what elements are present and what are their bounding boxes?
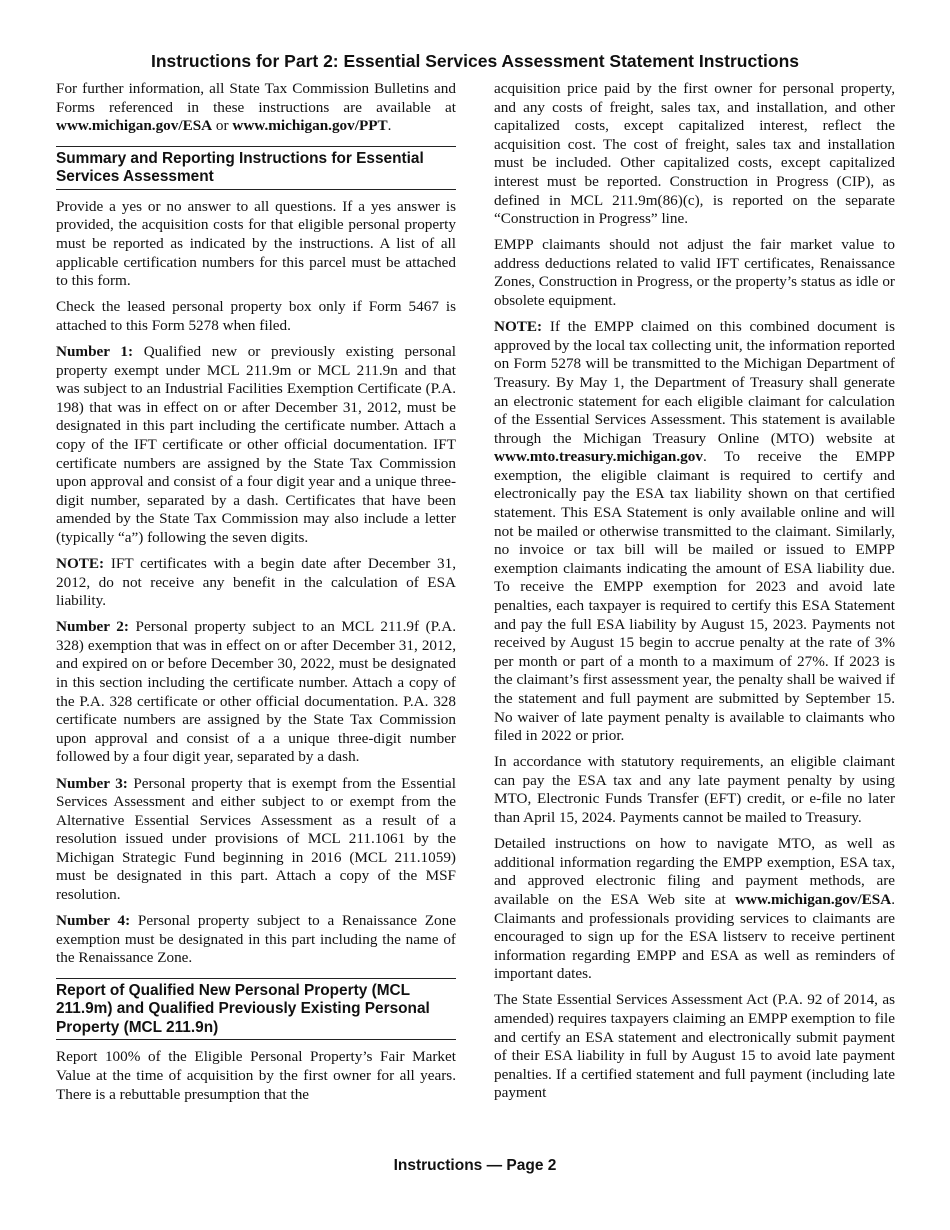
act-paragraph: The State Essential Services Assessment Act (P.A. 92 of 2014, as amended) requires taxpayers claiming an EMPP exemption to file and certify an ESA statement and electronically submit payment of their ESA liability in full by August 15 to avoid late payment penalties. If a certified statement and full payment (including late payment xyxy=(494,991,895,1102)
detailed-text-a: Detailed instructions on how to navigate MTO, as well as additional information regarding the EMPP exemption, ESA tax, and approved electronic filing and payment methods, are available on the ESA Web site at xyxy=(494,835,895,908)
acquisition-paragraph: acquisition price paid by the first owner for personal property, and any costs of freight, sales tax, and installation, and other capitalized costs, except capitalized interest, reflect the acquisition cost. The cost of freight, sales tax and installation must be included. Other capitalized costs, except capitalized interest must be reported. Construction in Progress (CIP), as defined in MCL 211.9m(86)(c), is reported on the separate “Construction in Progress” line. xyxy=(494,80,895,228)
number-4-paragraph xyxy=(56,912,456,968)
number-2-text: Personal property subject to an MCL 211.9f (P.A. 328) exemption that was in effect on or after December 31, 2012, and expired on or before December 30, 2022, must be designated in this section including the certificate number. Attach a copy of the P.A. 328 certificate or other official documentation. P.A. 328 certificate numbers are assigned by the State Tax Commission upon approval and consist of a a unique three-digit number followed by a four digit year, separated by a dash. xyxy=(56,618,456,766)
ppt-link[interactable]: www.michigan.gov/PPT xyxy=(232,117,388,135)
page-title: Instructions for Part 2: Essential Services Assessment Statement Instructions xyxy=(150,51,800,71)
accordance-paragraph: In accordance with statutory requirements, an eligible claimant can pay the ESA tax and any late payment penalty by using MTO, Electronic Funds Transfer (EFT) credit, or e-file no later than April 15, 2024. Payments cannot be mailed to Treasury. xyxy=(494,753,895,827)
yes-no-paragraph: Provide a yes or no answer to all questions. If a yes answer is provided, the acquisition costs for that eligible personal property must be reported as indicated by the instructions. A list of all applicable certification numbers for this parcel must be attached to this form. xyxy=(56,197,456,290)
intro-paragraph xyxy=(56,80,456,136)
detailed-paragraph xyxy=(494,835,895,984)
summary-section-heading: Summary and Reporting Instructions for Essential Services Assessment xyxy=(56,146,456,190)
intro-end: . xyxy=(387,117,392,135)
number-2-label: Number 2: xyxy=(56,618,129,636)
leased-paragraph: Check the leased personal property box only if Form 5467 is attached to this Form 5278 when filed. xyxy=(56,298,456,334)
note-ift-label: NOTE: xyxy=(56,554,105,572)
right-column xyxy=(494,80,895,1110)
intro-or: or xyxy=(212,117,233,135)
note-empp-label: NOTE: xyxy=(494,318,543,336)
detailed-text-b: . Claimants and professionals providing services to claimants are encouraged to sign up for the ESA listserv to receive pertinent information regarding EMPP and ESA as well as reminders of important dates. xyxy=(494,890,895,983)
number-1-text: Qualified new or previously existing personal property exempt under MCL 211.9m or MCL 211.9n and that was subject to an Industrial Facilities Exemption Certificate (P.A. 198) that was in effect on or after December 31, 2012, must be designated in this part including the certificate number. Attach a copy of the IFT certificate or other official documentation. IFT certificate numbers are assigned by the State Tax Commission upon approval and consist of a four digit year and a unique three-digit number, separated by a dash. Certificates that have been amended by the State Tax Commission may also include a letter (typically “a”) following the seven digits. xyxy=(56,342,457,546)
note-empp-text-b: . To receive the EMPP exemption, the eligible claimant is required to certify and electronically pay the ESA tax liability shown on that certified statement. This ESA Statement is only available online and will not be mailed or otherwise transmitted to the claimant. Similarly, no invoice or tax bill will be mailed or issued to EMPP exemption claimants indicating the amount of ESA liability due. To receive the EMPP exemption for 2023 and avoid late penalties, each taxpayer is required to certify this ESA Statement and pay the full ESA liability by August 15, 2023. Payments not received by August 15 begin to accrue penalty at the rate of 3% per month or part of a month to a maximum of 27%. If 2023 is the claimant’s first assessment year, the penalty shall be waived if the statement and full payment are submitted by September 15. No waiver of late payment penalty is available to claimants who filed in 2022 or prior. xyxy=(494,448,895,745)
note-ift-paragraph xyxy=(56,555,456,611)
note-empp-text-a: If the EMPP claimed on this combined document is approved by the local tax collecting unit, the information reported on Form 5278 will be transmitted to the Michigan Department of Treasury. By May 1, the Department of Treasury shall generate an electronic statement for each eligible claimant for calculation of the Essential Services Assessment. This statement is available through the Michigan Treasury Online (MTO) website at xyxy=(494,318,895,447)
number-2-paragraph xyxy=(56,618,456,767)
intro-text: For further information, all State Tax Commission Bulletins and Forms referenced in these instructions are available at xyxy=(56,80,456,116)
number-1-paragraph xyxy=(56,343,456,548)
number-3-paragraph xyxy=(56,775,456,905)
left-column xyxy=(56,80,456,1112)
number-3-label: Number 3: xyxy=(56,774,128,792)
mto-link[interactable]: www.mto.treasury.michigan.gov xyxy=(494,448,703,466)
number-4-text: Personal property subject to a Renaissance Zone exemption must be designated in this part including the name of the Renaissance Zone. xyxy=(56,912,456,967)
report-section-heading: Report of Qualified New Personal Property (MCL 211.9m) and Qualified Previously Existing Personal Property (MCL 211.9n) xyxy=(56,978,456,1041)
note-ift-text: IFT certificates with a begin date after December 31, 2012, do not receive any benefit in the calculation of ESA liability. xyxy=(56,554,456,610)
report-paragraph: Report 100% of the Eligible Personal Property’s Fair Market Value at the time of acquisition by the first owner for all years. There is a rebuttable presumption that the xyxy=(56,1048,456,1103)
number-4-label: Number 4: xyxy=(56,912,131,930)
esa-link[interactable]: www.michigan.gov/ESA xyxy=(56,117,213,135)
esa-website-link[interactable]: www.michigan.gov/ESA xyxy=(735,890,892,908)
number-1-label: Number 1: xyxy=(56,342,134,360)
note-empp-paragraph xyxy=(494,318,895,746)
empp-paragraph: EMPP claimants should not adjust the fair market value to address deductions related to valid IFT certificates, Renaissance Zones, Construction in Progress, or the property’s status as idle or obsolete equipment. xyxy=(494,236,895,310)
page-footer: Instructions — Page 2 xyxy=(393,1157,557,1174)
number-3-text: Personal property that is exempt from the Essential Services Assessment and either subject to or exempt from the Alternative Essential Services Assessment as a result of a resolution issued under provisions of MCL 211.1061 by the Michigan Strategic Fund beginning in 2016 (MCL 211.1059) must be designated in this part. Attach a copy of the MSF resolution. xyxy=(56,774,456,904)
